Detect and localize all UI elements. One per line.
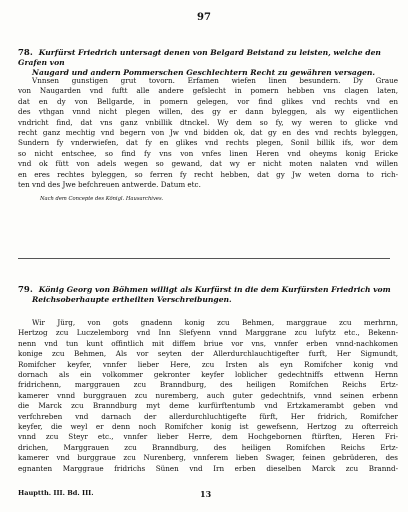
text-line: Romifcher keyfer, vnnfer lieber Here, zcu Irsten als eyn Romifcher konig vnd xyxy=(18,359,398,369)
text-line: vnnd zcu Steyr etc., vnnfer lieber Herre, dem Hochgebornen ftürften, Heren Fri- xyxy=(18,432,398,442)
doc79-heading xyxy=(18,285,400,305)
doc79-heading-line: König Georg von Böhmen willigt als Kurfürst in die dem Kurfürsten Friedrich vom xyxy=(38,285,391,294)
doc78-source-note: Nach dem Concepte des Königl. Hausarchives. xyxy=(40,196,164,202)
text-line: kamerer vnnd burggrauen zcu nuremberg, auch guter gedechtnifs, vnnd seinen erbenn xyxy=(18,390,398,400)
text-line: en eres rechtes byleggen, so ferren fy recht hebben, dat gy Jw weten dorna to rich- xyxy=(18,169,398,179)
text-line: Vnnsen gunstigen grut tovorn. Erfamen wiefen linen besundern. Dy Graue xyxy=(32,76,398,85)
text-line: konige zcu Behmen, Als vor seyten der Allerdurchlauchtigefter furft, Her Sigmundt, xyxy=(18,349,398,359)
section-divider xyxy=(18,258,390,259)
doc78-heading-line: Kurfürst Friedrich untersagt denen von Belgard Beistand zu leisten, welche den Grafen von xyxy=(18,48,381,67)
text-line: von Naugarden vnd fuftt alle andere gefslecht in pomern hebben vns clagen laten, xyxy=(18,86,398,96)
text-line: egnanten Marggraue fridrichs Sünen vnd Irn erben dieselben Marck zcu Brannd- xyxy=(18,463,398,473)
text-line: Sundern fy vnderwiefen, dat fy en glikes vnd rechts plegen, Sonil billik ifs, wor dem xyxy=(18,138,398,148)
text-line: nenn vnd tun kunt offintlich mit diffem briue vor vns, vnnfer erben vnnd-nachkomen xyxy=(18,338,398,348)
text-line: vnd ok fütt von adels wegen so gewand, dat wy er nicht moten nalaten vnd willen xyxy=(18,159,398,169)
text-line: kamerer vnd burggraue zcu Nurenberg, vnnferem lieben Swager, feinen gebrüderen, des xyxy=(18,453,398,463)
doc79-heading-line: Reichsoberhaupte ertheilten Verschreibungen. xyxy=(32,295,232,304)
footer-signature: 13 xyxy=(200,489,212,499)
text-line: keyfer, die weyl er denn noch Romifcher konig ist gewefsenn, Hertzog zu ofterreich xyxy=(18,422,398,432)
text-line: Hertzog zcu Luczelemborg vnd Inn Slefyenn vnnd Marggrane zcu lufytz etc., Bekenn- xyxy=(18,328,398,338)
text-line: dornach als ein volkommer gekronter keyfer loblicher gedechtniffs ettwenn Hernn xyxy=(18,370,398,380)
text-line: die Marck zcu Branndburg myt deme kurfürftentumb vnd Ertzkamerambt geben vnd xyxy=(18,401,398,411)
text-line: drichen, Marggrauen zcu Branndburg, des heiligen Romifchen Reichs Ertz- xyxy=(18,442,398,452)
text-line: Wir Jürg, von gots gnadenn konig zcu Behmen, marggraue zcu merhrnn, xyxy=(32,318,398,327)
text-line: verfchreben vnd darnach der allerdurchluchtigefte fürft, Her fridrich, Romifcher xyxy=(18,411,398,421)
text-line: fridrichenn, marggrauen zcu Branndburg, des heiligen Romifchen Reichs Ertz- xyxy=(18,380,398,390)
page-number: 97 xyxy=(197,12,211,23)
footer-volume: Hauptth. III. Bd. III. xyxy=(18,489,94,497)
doc79-body xyxy=(18,318,398,474)
doc78-number: 78. xyxy=(18,48,33,58)
text-line: vndricht find, dat vns ganz vnbillik dtnckel. Wy dem so fy, wy weren to glicke vnd xyxy=(18,117,398,127)
text-line: so nicht entschee, so find fy vns von vnfes linen Heren vnd oheyms konig Ericke xyxy=(18,148,398,158)
doc78-heading-line: Naugard und andern Pommerschen Geschlechtern Recht zu gewähren versagen. xyxy=(32,68,376,77)
text-line: des vthgan vnnd nicht plegen willen, des gy er dann byleggen, als wy eigentlichen xyxy=(18,107,398,117)
doc78-body xyxy=(18,76,398,190)
text-line: recht ganz mechtig vnd begern von Jw vnd bidden ok, dat gy en des vnd rechts byleggen, xyxy=(18,128,398,138)
doc79-number: 79. xyxy=(18,285,33,295)
text-line: ten vnd des Jwe befchreuen antwerde. Datum etc. xyxy=(18,180,201,190)
text-line: dat en dy von Bellgarde, in pomern gelegen, vor find glikes vnd rechts vnd en xyxy=(18,96,398,106)
doc78-heading xyxy=(18,48,400,78)
